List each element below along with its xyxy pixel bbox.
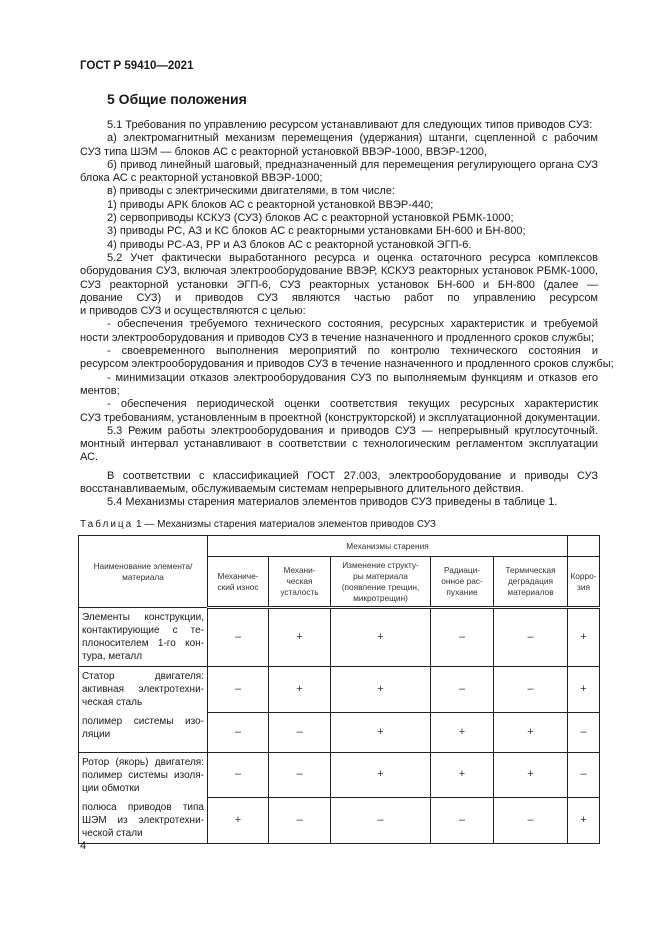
aging-mark-cell: – (494, 608, 568, 667)
row-name-cell (79, 712, 208, 752)
aging-mark-cell: + (208, 798, 269, 844)
aging-mark-cell: + (494, 752, 568, 798)
row-name-cell (79, 667, 208, 713)
row-name-line: полюса приводов типа (82, 801, 204, 813)
row-name-line: ции обмотки (82, 782, 140, 794)
table-caption-text: 1 — Механизмы старения материалов элементов приводов СУЗ (133, 519, 436, 530)
text-line: а) электромагнитный механизм перемещения (удержания) штанги, сцепленной с рабочим (107, 132, 598, 145)
aging-mark-cell: + (431, 712, 494, 752)
text-line: - обеспечения требуемого технического состояния, ресурсных характеристик и требуемой (107, 318, 598, 331)
row-name-line: плоносителем 1-го кон- (82, 638, 204, 649)
text-line: дование СУЗ) и приводов СУЗ являются частью работ по управлению ресурсом (80, 291, 598, 304)
row-name-cell (79, 798, 208, 844)
aging-mark-cell: – (494, 667, 568, 713)
text-line: и приводов СУЗ и осуществляются с целью: (80, 305, 306, 318)
aging-mark-cell: + (568, 608, 600, 667)
aging-mark-cell: + (331, 667, 431, 713)
aging-mark-cell: – (208, 608, 269, 667)
text-line: монтный интервал устанавливают в соответствии с технологическим регламентом эксплуатации (80, 438, 598, 451)
text-line: блока АС с реакторной установкой ВВЭР-1000; (80, 172, 323, 185)
aging-mark-cell: + (568, 667, 600, 713)
text-line: В соответствии с классификацией ГОСТ 27.003, электрооборудование и приводы СУЗ (107, 469, 598, 482)
row-name-line: Ротор (якорь) двигателя: (82, 756, 204, 768)
table-caption-label: Таблица (80, 519, 134, 530)
text-line: 4) приводы РС-АЗ, РР и АЗ блоков АС с реакторной установкой ЭГП-6. (107, 238, 472, 251)
table-row (79, 798, 600, 844)
header-empty-cell (568, 536, 600, 557)
row-name-line: ШЭМ из электротехни- (82, 814, 204, 826)
page-number: 4 (80, 840, 87, 852)
text-line: 5.4 Механизмы старения материалов элементов приводов СУЗ приведены в таблице 1. (107, 496, 558, 509)
row-name-line: Элементы конструкции, (82, 612, 204, 623)
aging-mark-cell: – (568, 752, 600, 798)
table-header-row (79, 536, 600, 557)
aging-mark-cell: + (269, 608, 331, 667)
aging-mark-cell: – (568, 712, 600, 752)
text-line: 5.1 Требования по управлению ресурсом устанавливают для следующих типов приводов СУЗ: (107, 119, 593, 131)
table-row (79, 608, 600, 667)
text-line: ресурсом электрооборудования и приводов СУЗ в течение назначенного и продленного сроков службы; (80, 358, 614, 371)
aging-mark-cell: – (208, 667, 269, 713)
document-code: ГОСТ Р 59410—2021 (80, 60, 194, 72)
text-line: - своевременного выполнения мероприятий по контролю технического состояния и (107, 345, 598, 358)
text-line: 5.3 Режим работы электрооборудования и приводов СУЗ — непрерывный круглосуточный. (107, 424, 598, 437)
row-name-line: ческой стали (82, 827, 143, 839)
text-line: - минимизации отказов электрооборудования СУЗ по выполняемым функциям и отказов его (107, 371, 598, 384)
aging-mark-cell: – (269, 712, 331, 752)
aging-mark-cell: + (331, 752, 431, 798)
aging-mark-cell: + (568, 798, 600, 844)
text-line: 1) приводы АРК блоков АС с реакторной установкой ВВЭР-440; (107, 198, 434, 211)
text-line: СУЗ типа ШЭМ — блоков АС с реакторной установкой ВВЭР-1000, ВВЭР-1200, (80, 145, 487, 158)
aging-mark-cell: – (431, 608, 494, 667)
column-header: Механиче-ский износ (208, 557, 269, 608)
aging-mark-cell: – (431, 667, 494, 713)
text-line: восстанавливаемым, обслуживаемым системам непрерывного длительного действия. (80, 483, 524, 496)
aging-mark-cell: – (208, 752, 269, 798)
row-name-line: Статор двигателя: (82, 671, 204, 682)
body-text (80, 119, 614, 510)
row-name-cell (79, 752, 208, 798)
aging-mark-cell: + (331, 712, 431, 752)
text-line: - обеспечения периодической оценки соответствия текущих ресурсных характеристик (107, 398, 598, 411)
column-header: Механи-ческая усталость (269, 557, 331, 608)
table-row (79, 712, 600, 752)
aging-mark-cell: + (494, 712, 568, 752)
aging-mark-cell: – (331, 798, 431, 844)
text-line: СУЗ требованиям, установленным в проектной (конструкторской) и эксплуатационной документации. (80, 411, 601, 424)
row-name-line: ляции (82, 729, 111, 740)
text-line: АС. (80, 451, 99, 464)
column-header-name: Наименование элемента/ материала (79, 536, 208, 608)
column-header: Термическая деградация материалов (494, 557, 568, 608)
aging-mark-cell: + (331, 608, 431, 667)
text-line: б) привод линейный шаговый, предназначенный для перемещения регулирующего органа СУЗ (107, 158, 598, 171)
text-line: оборудования СУЗ, включая электрооборудование ВВЭР, КСКУЗ реакторных установок РБМК-1000, (80, 265, 598, 278)
aging-mark-cell: – (269, 798, 331, 844)
aging-mark-cell: – (494, 798, 568, 844)
text-line: в) приводы с электрическими двигателями, в том числе: (107, 185, 395, 198)
aging-mark-cell: – (269, 752, 331, 798)
group-header-aging: Механизмы старения (208, 536, 568, 557)
row-name-line: контактирующие с те- (82, 625, 204, 636)
aging-mark-cell: – (431, 798, 494, 844)
text-line: 5.2 Учет фактически выработанного ресурса и оценка остаточного ресурса комплексов (107, 251, 598, 264)
table-caption (80, 519, 436, 530)
section-title: 5 Общие положения (107, 91, 247, 107)
row-name-line: активная электротехни- (82, 684, 204, 695)
text-line: 2) сервоприводы КСКУЗ (СУЗ) блоков АС с реакторной установкой РБМК-1000; (107, 212, 514, 225)
aging-mechanisms-table (78, 535, 600, 844)
aging-mark-cell: – (208, 712, 269, 752)
text-line: ности электрооборудования и приводов СУЗ в течение назначенного и продленного сроков службы; (80, 331, 595, 344)
text-line: 3) приводы РС, АЗ и КС блоков АС с реакторными установками БН-600 и БН-800; (107, 225, 526, 238)
aging-mark-cell: + (269, 667, 331, 713)
column-header: Радиаци-онное рас-пухание (431, 557, 494, 608)
row-name-line: ческая сталь (82, 697, 143, 708)
text-line: СУЗ реакторной установки ЭГП-6, СУЗ реакторных установок БН-600 и БН-800 (далее — (80, 278, 598, 291)
aging-mark-cell: + (431, 752, 494, 798)
row-name-line: полимер системы изо- (82, 716, 204, 727)
column-header: Изменение структу-ры материала (появление трещин, микротрещин) (331, 557, 431, 608)
column-header: Корро-зия (568, 557, 600, 608)
row-name-cell (79, 608, 208, 667)
text-line: ментов; (80, 384, 120, 397)
table-row (79, 752, 600, 798)
row-name-line: полимер системы изоля- (82, 769, 204, 781)
table-row (79, 667, 600, 713)
row-name-line: тура, металл (82, 651, 143, 662)
